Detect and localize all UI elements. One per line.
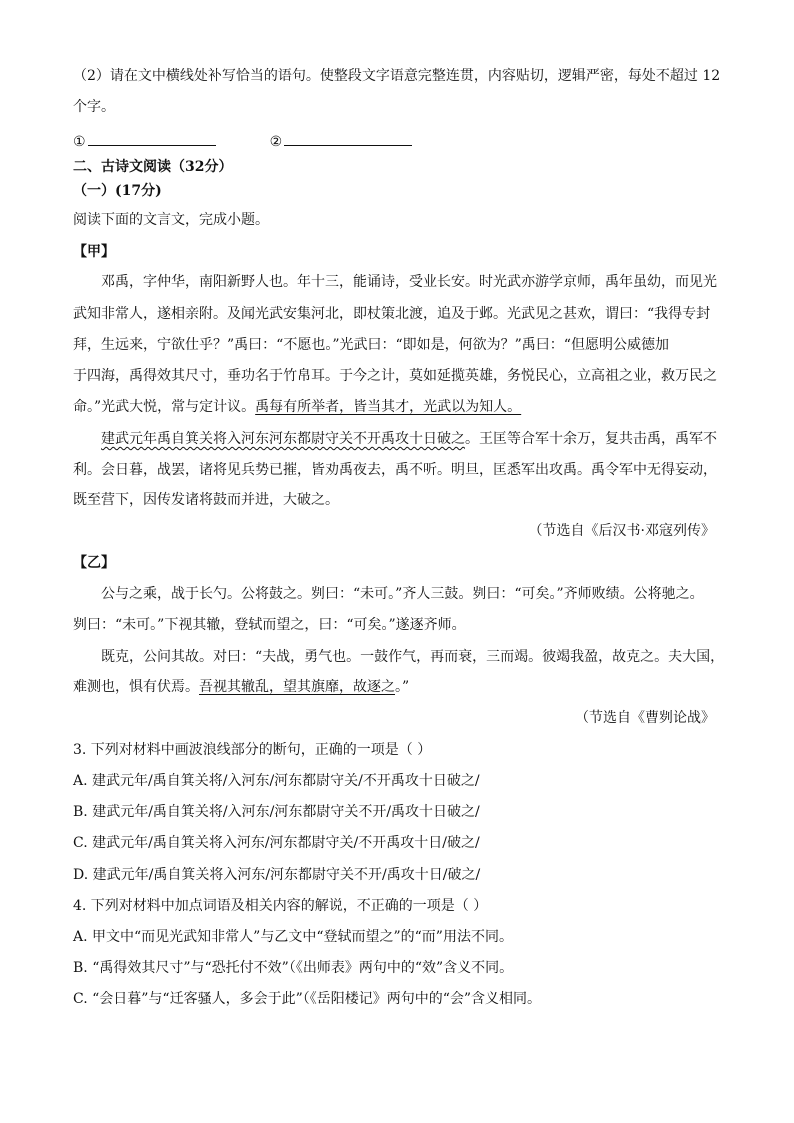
question-3-option-d[interactable]: D. 建武元年/禹自箕关将入河东/河东都尉守关不开/禹攻十日/破之/ [73,867,481,883]
passage-yi-text: 难测也，惧有伏焉。 [73,679,199,695]
passage-jia-line: 利。会日暮，战罢，诸将见兵势已摧，皆劝禹夜去，禹不听。明旦，匡悉军出攻禹。禹令军中无得妄动， [73,462,717,478]
passage-yi-text: 。” [395,679,410,695]
question-3-option-b[interactable]: B. 建武元年/禹自箕关将/入河东/河东都尉守关不开/禹攻十日破之/ [73,804,480,820]
passage-jia-line: 于四海，禹得效其尺寸，垂功名于竹帛耳。于今之计，莫如延揽英雄，务悦民心，立高祖之业，救万民之 [73,368,717,384]
answer-blank-2[interactable] [284,131,412,146]
question-2-prompt-cont: 个字。 [73,99,115,115]
question-3-option-a[interactable]: A. 建武元年/禹自箕关将/入河东/河东都尉守关/不开禹攻十日破之/ [73,773,480,789]
underlined-sentence-jia: 禹每有所举者，皆当其才，光武以为知人。 [255,399,522,415]
question-3-stem: 3. 下列对材料中画波浪线部分的断句，正确的一项是（ ） [73,742,432,758]
blank-1-label: ① [73,134,86,150]
passage-jia-text: 。王匡等合军十余万，复共击禹，禹军不 [465,431,717,447]
passage-jia-text: 命。”光武大悦，常与定计议。 [73,399,256,415]
passage-yi-line: 既克，公问其故。对曰：“夫战，勇气也。一鼓作气，再而衰，三而竭。彼竭我盈，故克之。夫大国， [101,649,725,665]
passage-yi-line [73,677,409,697]
passage-jia-line: 武知非常人，遂相亲附。及闻光武安集河北，即杖策北渡，追及于邺。光武见之甚欢，谓曰：“我得专封 [73,306,711,322]
answer-blank-1[interactable] [88,131,216,146]
passage-yi-label: 【乙】 [73,555,115,571]
question-3-option-c[interactable]: C. 建武元年/禹自箕关将入河东/河东都尉守关/不开禹攻十日/破之/ [73,835,480,851]
passage-jia-line: 邓禹，字仲华，南阳新野人也。年十三，能诵诗，受业长安。时光武亦游学京师，禹年虽幼，而见光 [101,274,717,290]
passage-yi-line: 公与之乘，战于长勺。公将鼓之。刿曰：“未可。”齐人三鼓。刿曰：“可矣。”齐师败绩。公将驰之。 [101,586,704,602]
question-4-stem: 4. 下列对材料中加点词语及相关内容的解说，不正确的一项是（ ） [73,898,488,914]
passage-jia-source: （节选自《后汉书·邓寇列传》 [528,523,715,539]
question-4-option-c[interactable]: C. “会日暮”与“迁客骚人，多会于此”（《岳阳楼记》两句中的“会”含义相同。 [73,991,542,1007]
passage-jia-label: 【甲】 [73,244,115,260]
passage-jia-line [101,429,717,449]
question-4-option-b[interactable]: B. “禹得效其尺寸”与“恐托付不效”（《出师表》两句中的“效”含义不同。 [73,960,514,976]
passage-yi-source: （节选自《曹刿论战》 [575,710,715,726]
answer-blanks-row [73,131,412,152]
passage-jia-line: 既至营下，因传发诸将鼓而并进，大破之。 [73,492,339,508]
wavy-underlined-sentence: 建武元年禹自箕关将入河东河东都尉守关不开禹攻十日破之 [101,431,465,447]
reading-instruction: 阅读下面的文言文，完成小题。 [73,212,269,228]
blank-2-label: ② [269,134,283,150]
question-2-prompt: （2）请在文中横线处补写恰当的语句。使整段文字语意完整连贯，内容贴切，逻辑严密，每处不超过 12 [73,68,721,84]
subsection-1-title: （一）(17分) [73,183,162,199]
underlined-sentence-yi: 吾视其辙乱，望其旗靡，故逐之 [199,679,395,695]
section-2-title: 二、古诗文阅读（32分） [73,159,233,175]
question-4-option-a[interactable]: A. 甲文中“而见光武知非常人”与乙文中“登轼而望之”的“而”用法不同。 [73,929,513,945]
passage-yi-line: 刿曰：“未可。”下视其辙，登轼而望之，曰：“可矣。”遂逐齐师。 [73,617,466,633]
passage-jia-line: 拜，生远来，宁欲仕乎？”禹曰：“不愿也。”光武曰：“即如是，何欲为？”禹曰：“但愿明公威德加 [73,337,669,353]
passage-jia-line [73,397,521,417]
